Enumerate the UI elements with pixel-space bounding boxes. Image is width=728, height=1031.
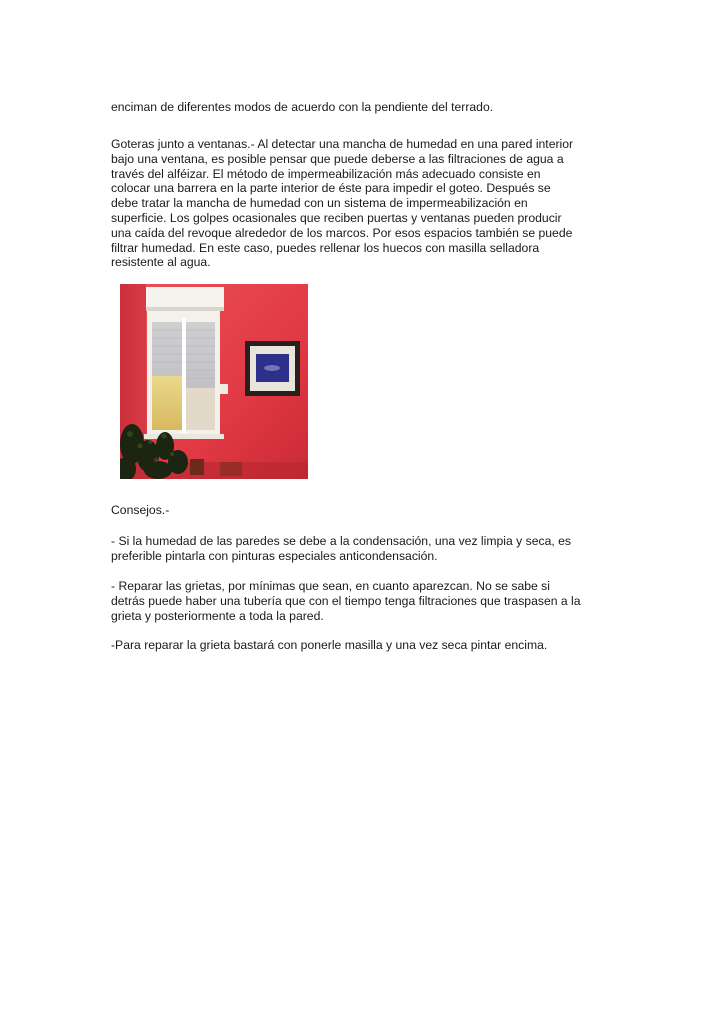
section-heading-tips: Consejos.- <box>111 503 170 517</box>
tip-repair-cracks: - Reparar las grietas, por mínimas que sean, en cuanto aparezcan. No se sabe si detrás puede haber una tubería que con el tiempo tenga filtraciones que traspasen a la grieta y posteriormente a toda la pared. <box>111 579 581 623</box>
tip-filler: -Para reparar la grieta bastará con ponerle masilla y una vez seca pintar encima. <box>111 638 548 652</box>
room-photo <box>120 284 308 479</box>
paragraph-window-leaks: Goteras junto a ventanas.- Al detectar una mancha de humedad en una pared interior bajo una ventana, es posible pensar que puede deberse a las filtraciones de agua a través del alféizar. El método de impermeabilización más adecuado consiste en colocar una barrera en la parte interior de éste para impedir el goteo. Después se debe tratar la mancha de humedad con un sistema de impermeabilización en superficie. Los golpes ocasionales que reciben puertas y ventanas pueden producir una caída del revoque alrededor de los marcos. Por esos espacios también se puede filtrar humedad. En este caso, puedes rellenar los huecos con masilla selladora resistente al agua. <box>111 137 574 270</box>
paragraph-intro-continuation: enciman de diferentes modos de acuerdo con la pendiente del terrado. <box>111 100 494 114</box>
tip-condensation: - Si la humedad de las paredes se debe a la condensación, una vez limpia y seca, es preferible pintarla con pinturas especiales anticondensación. <box>111 534 572 563</box>
